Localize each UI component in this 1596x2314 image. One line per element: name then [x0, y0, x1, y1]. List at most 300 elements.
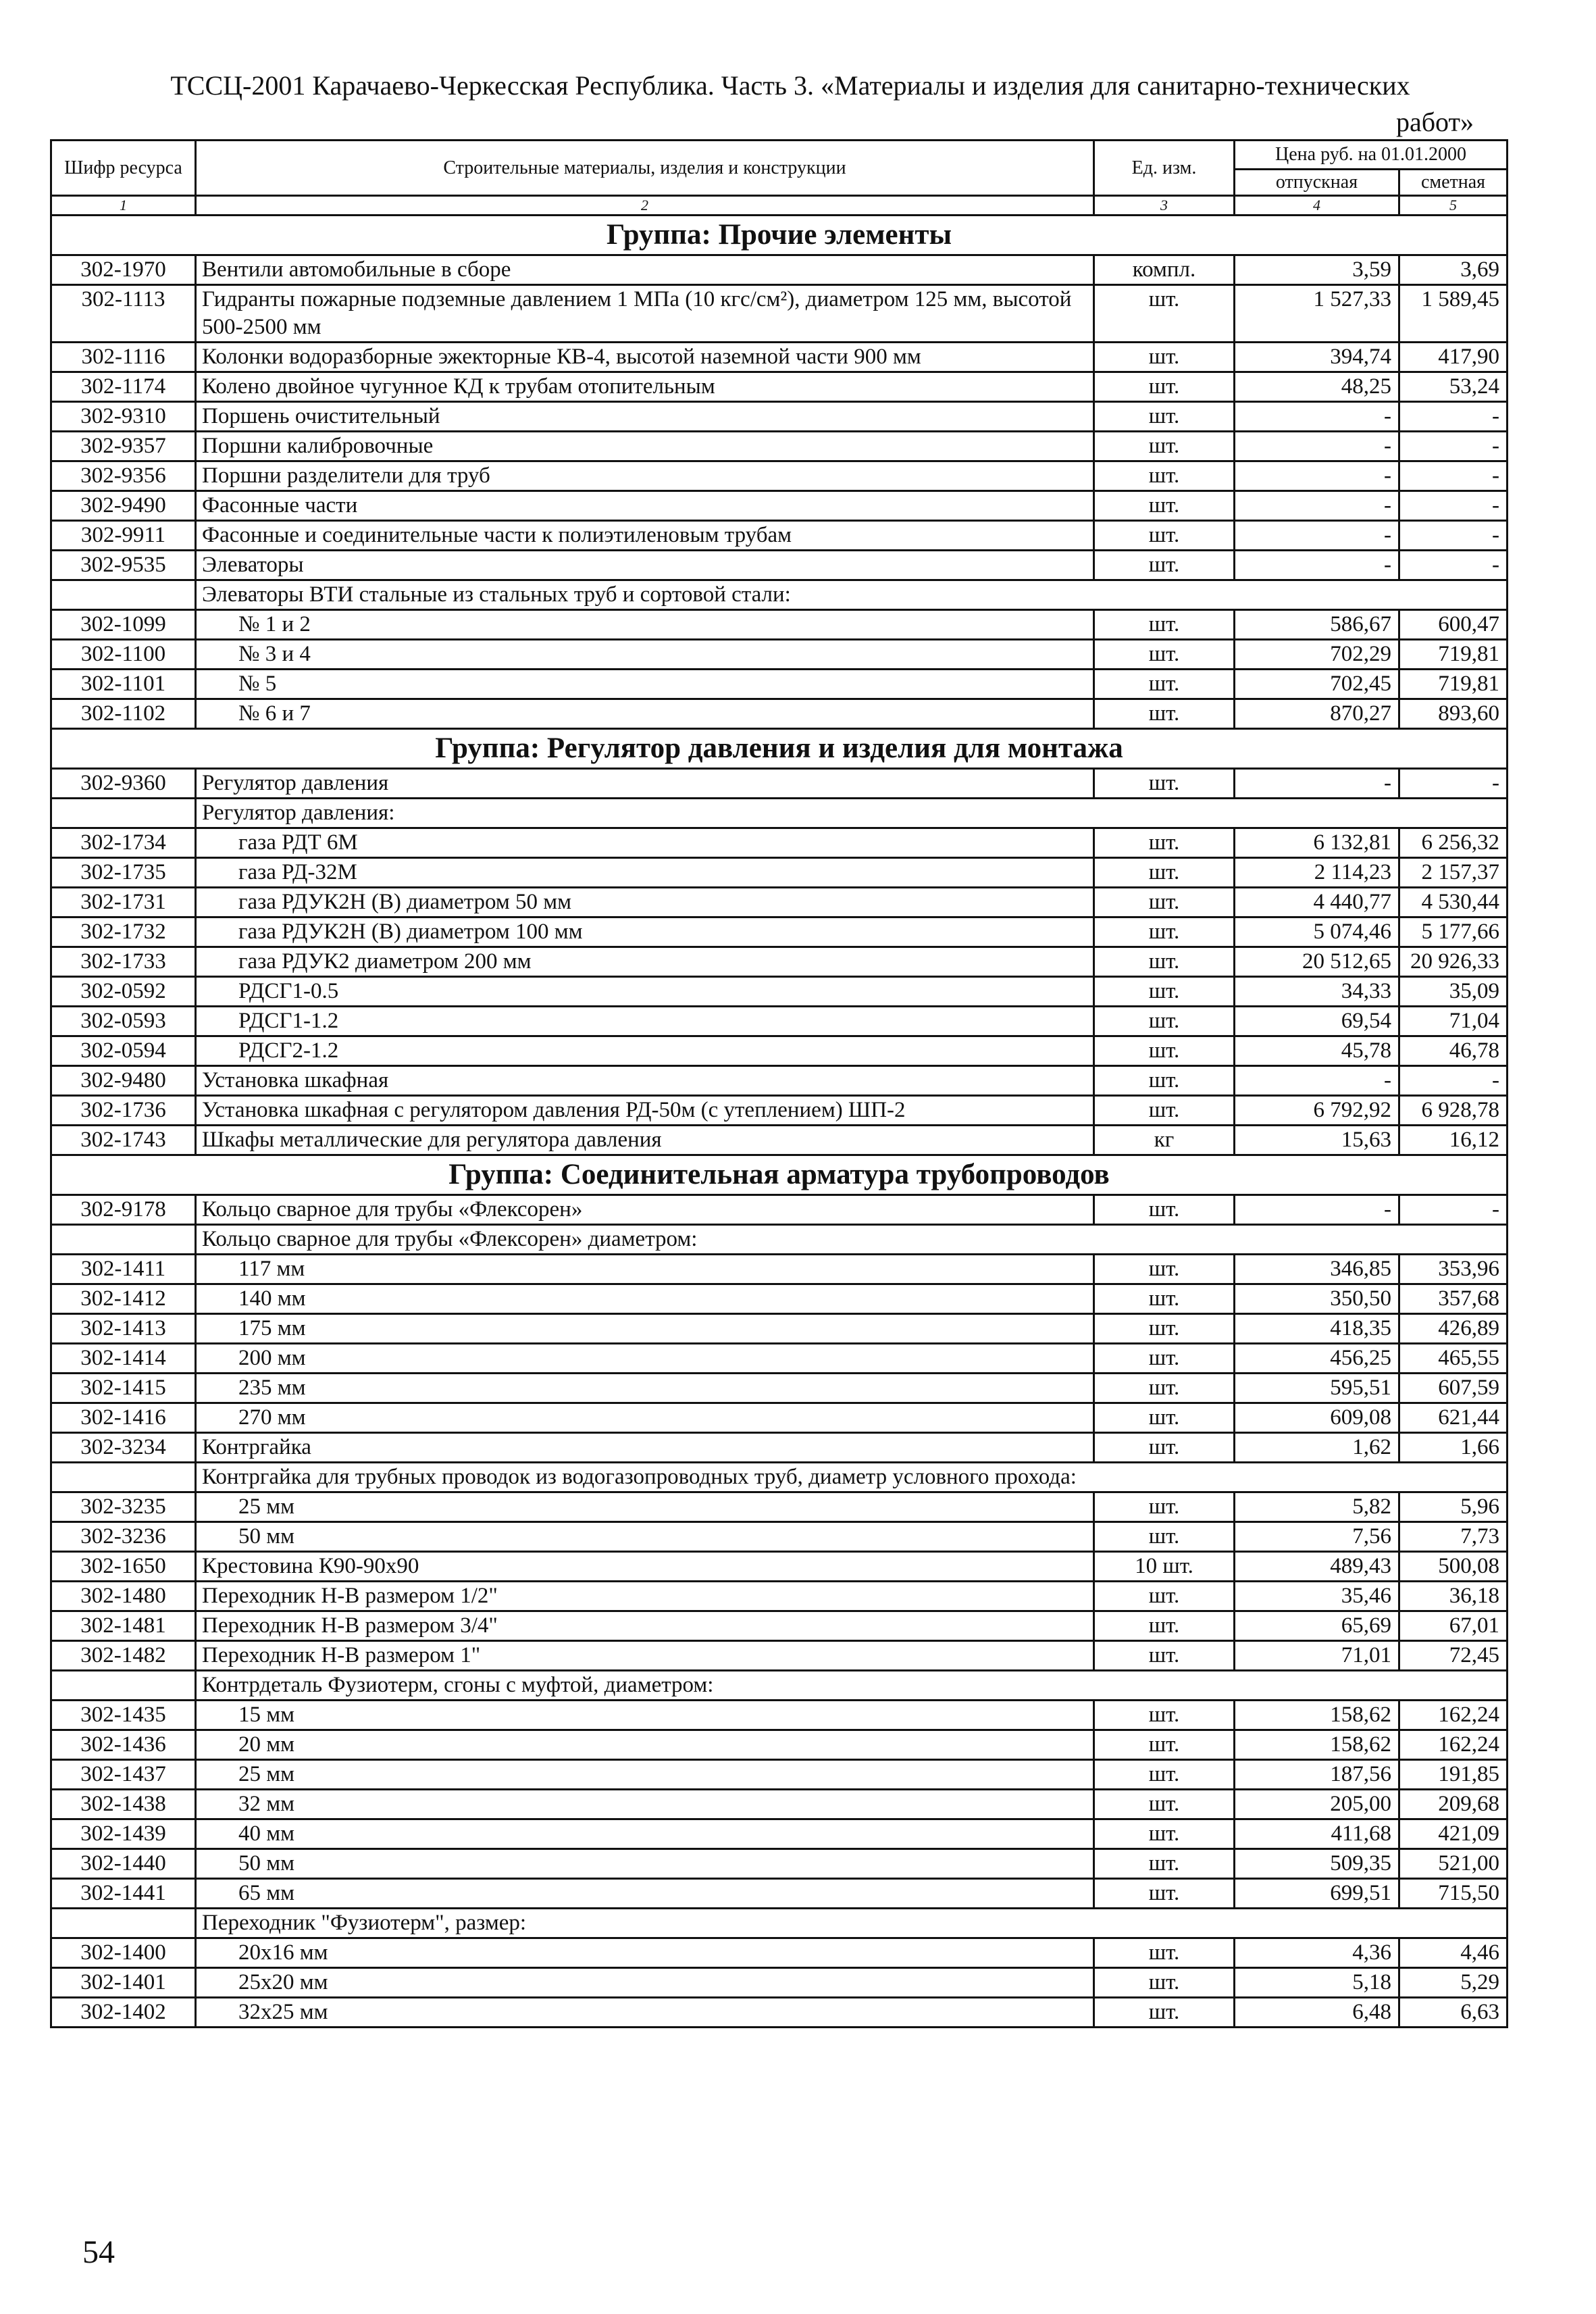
release-price: 4,36 — [1235, 1938, 1399, 1968]
table-row — [51, 1433, 1508, 1463]
material-name: 32 мм — [196, 1790, 1094, 1819]
table-row — [51, 1582, 1508, 1611]
resource-code: 302-1970 — [51, 255, 196, 285]
table-row — [51, 372, 1508, 402]
table-row — [51, 947, 1508, 977]
release-price: 5,18 — [1235, 1968, 1399, 1998]
column-number: 5 — [1399, 196, 1508, 216]
table-row — [51, 1374, 1508, 1403]
empty-code-cell — [51, 1463, 196, 1492]
estimate-price: 4 530,44 — [1399, 888, 1508, 917]
material-name: Кольцо сварное для трубы «Флексорен» — [196, 1195, 1094, 1225]
material-name: 140 мм — [196, 1284, 1094, 1314]
title-line-2: работ» — [1395, 107, 1474, 137]
group-heading-row — [51, 729, 1508, 769]
release-price: 5,82 — [1235, 1492, 1399, 1522]
resource-code: 302-1113 — [51, 285, 196, 343]
material-name: № 6 и 7 — [196, 699, 1094, 729]
estimate-price: - — [1399, 461, 1508, 491]
estimate-price: - — [1399, 402, 1508, 432]
release-price: 699,51 — [1235, 1879, 1399, 1909]
subheading-row — [51, 1909, 1508, 1938]
estimate-price: - — [1399, 491, 1508, 521]
table-row — [51, 402, 1508, 432]
material-name: Фасонные и соединительные части к полиэтиленовым трубам — [196, 521, 1094, 551]
resource-code: 302-3236 — [51, 1522, 196, 1552]
estimate-price: 3,69 — [1399, 255, 1508, 285]
estimate-price: 209,68 — [1399, 1790, 1508, 1819]
resource-code: 302-1743 — [51, 1126, 196, 1155]
release-price: 456,25 — [1235, 1344, 1399, 1374]
unit-of-measure: шт. — [1094, 1522, 1235, 1552]
material-name: 50 мм — [196, 1522, 1094, 1552]
table-row — [51, 1552, 1508, 1582]
resource-code: 302-1413 — [51, 1314, 196, 1344]
unit-of-measure: шт. — [1094, 610, 1235, 640]
resource-code: 302-9360 — [51, 769, 196, 799]
group-heading: Группа: Прочие элементы — [51, 216, 1508, 255]
table-row — [51, 255, 1508, 285]
unit-of-measure: шт. — [1094, 1968, 1235, 1998]
unit-of-measure: шт. — [1094, 888, 1235, 917]
header-estimate-price: сметная — [1399, 170, 1508, 196]
table-row — [51, 610, 1508, 640]
table-row — [51, 1195, 1508, 1225]
release-price: 45,78 — [1235, 1036, 1399, 1066]
column-number: 3 — [1094, 196, 1235, 216]
subheading-row — [51, 580, 1508, 610]
release-price: 205,00 — [1235, 1790, 1399, 1819]
table-row — [51, 1314, 1508, 1344]
estimate-price: - — [1399, 551, 1508, 580]
unit-of-measure: шт. — [1094, 977, 1235, 1007]
table-row — [51, 640, 1508, 670]
release-price: 3,59 — [1235, 255, 1399, 285]
header-code: Шифр ресурса — [51, 141, 196, 196]
table-row — [51, 977, 1508, 1007]
material-name: Фасонные части — [196, 491, 1094, 521]
unit-of-measure: компл. — [1094, 255, 1235, 285]
subheading-row — [51, 1463, 1508, 1492]
estimate-price: 5,29 — [1399, 1968, 1508, 1998]
material-name: газа РДУК2 диаметром 200 мм — [196, 947, 1094, 977]
material-name: Переходник Н-В размером 1" — [196, 1641, 1094, 1671]
resource-code: 302-1441 — [51, 1879, 196, 1909]
unit-of-measure: шт. — [1094, 1819, 1235, 1849]
release-price: 4 440,77 — [1235, 888, 1399, 917]
empty-code-cell — [51, 1671, 196, 1701]
material-name: 40 мм — [196, 1819, 1094, 1849]
unit-of-measure: шт. — [1094, 1314, 1235, 1344]
resource-code: 302-3234 — [51, 1433, 196, 1463]
estimate-price: 67,01 — [1399, 1611, 1508, 1641]
table-row — [51, 1998, 1508, 2028]
unit-of-measure: шт. — [1094, 1998, 1235, 2028]
subheading-text: Контргайка для трубных проводок из водогазопроводных труб, диаметр условного прохода: — [196, 1463, 1508, 1492]
estimate-price: 500,08 — [1399, 1552, 1508, 1582]
estimate-price: 46,78 — [1399, 1036, 1508, 1066]
table-row — [51, 1730, 1508, 1760]
material-name: 32х25 мм — [196, 1998, 1094, 2028]
header-price: Цена руб. на 01.01.2000 — [1235, 141, 1508, 170]
unit-of-measure: шт. — [1094, 1284, 1235, 1314]
unit-of-measure: шт. — [1094, 521, 1235, 551]
release-price: 34,33 — [1235, 977, 1399, 1007]
table-row — [51, 1255, 1508, 1284]
material-name: 117 мм — [196, 1255, 1094, 1284]
material-name: 50 мм — [196, 1849, 1094, 1879]
unit-of-measure: шт. — [1094, 640, 1235, 670]
page-number: 54 — [82, 2234, 115, 2270]
resource-code: 302-1439 — [51, 1819, 196, 1849]
resource-code: 302-1435 — [51, 1701, 196, 1730]
unit-of-measure: шт. — [1094, 1096, 1235, 1126]
resource-code: 302-1102 — [51, 699, 196, 729]
material-name: 270 мм — [196, 1403, 1094, 1433]
estimate-price: 357,68 — [1399, 1284, 1508, 1314]
estimate-price: 16,12 — [1399, 1126, 1508, 1155]
subheading-row — [51, 799, 1508, 828]
table-row — [51, 1403, 1508, 1433]
empty-code-cell — [51, 580, 196, 610]
resource-code: 302-1732 — [51, 917, 196, 947]
table-row — [51, 343, 1508, 372]
unit-of-measure: шт. — [1094, 1195, 1235, 1225]
release-price: - — [1235, 769, 1399, 799]
price-table — [50, 139, 1508, 2028]
title-line-1: ТССЦ-2001 Карачаево-Черкесская Республика. Часть 3. «Материалы и изделия для санитарно-технических — [170, 70, 1410, 101]
material-name: Колонки водоразборные эжекторные КВ-4, высотой наземной части 900 мм — [196, 343, 1094, 372]
table-row — [51, 1492, 1508, 1522]
unit-of-measure: шт. — [1094, 699, 1235, 729]
release-price: - — [1235, 521, 1399, 551]
material-name: газа РД-32М — [196, 858, 1094, 888]
unit-of-measure: шт. — [1094, 917, 1235, 947]
unit-of-measure: шт. — [1094, 402, 1235, 432]
material-name: 25х20 мм — [196, 1968, 1094, 1998]
release-price: 1,62 — [1235, 1433, 1399, 1463]
table-row — [51, 1007, 1508, 1036]
resource-code: 302-1437 — [51, 1760, 196, 1790]
unit-of-measure: шт. — [1094, 828, 1235, 858]
table-row — [51, 1849, 1508, 1879]
release-price: 6 132,81 — [1235, 828, 1399, 858]
release-price: 586,67 — [1235, 610, 1399, 640]
estimate-price: 71,04 — [1399, 1007, 1508, 1036]
group-heading: Группа: Соединительная арматура трубопроводов — [51, 1155, 1508, 1195]
material-name: Поршни калибровочные — [196, 432, 1094, 461]
estimate-price: 4,46 — [1399, 1938, 1508, 1968]
release-price: 7,56 — [1235, 1522, 1399, 1552]
estimate-price: 72,45 — [1399, 1641, 1508, 1671]
table-row — [51, 1126, 1508, 1155]
resource-code: 302-1116 — [51, 343, 196, 372]
resource-code: 302-1736 — [51, 1096, 196, 1126]
material-name: Поршни разделители для труб — [196, 461, 1094, 491]
estimate-price: - — [1399, 769, 1508, 799]
unit-of-measure: шт. — [1094, 1730, 1235, 1760]
unit-of-measure: шт. — [1094, 947, 1235, 977]
release-price: 411,68 — [1235, 1819, 1399, 1849]
unit-of-measure: шт. — [1094, 1879, 1235, 1909]
release-price: - — [1235, 551, 1399, 580]
unit-of-measure: шт. — [1094, 285, 1235, 343]
table-row — [51, 917, 1508, 947]
resource-code: 302-1414 — [51, 1344, 196, 1374]
material-name: Переходник Н-В размером 3/4" — [196, 1611, 1094, 1641]
resource-code: 302-9356 — [51, 461, 196, 491]
resource-code: 302-1099 — [51, 610, 196, 640]
table-row — [51, 858, 1508, 888]
estimate-price: 6,63 — [1399, 1998, 1508, 2028]
material-name: РДСГ1-0.5 — [196, 977, 1094, 1007]
subheading-row — [51, 1225, 1508, 1255]
estimate-price: 715,50 — [1399, 1879, 1508, 1909]
unit-of-measure: шт. — [1094, 1433, 1235, 1463]
release-price: 1 527,33 — [1235, 285, 1399, 343]
unit-of-measure: шт. — [1094, 1611, 1235, 1641]
release-price: 509,35 — [1235, 1849, 1399, 1879]
estimate-price: 7,73 — [1399, 1522, 1508, 1552]
release-price: 35,46 — [1235, 1582, 1399, 1611]
resource-code: 302-9480 — [51, 1066, 196, 1096]
group-heading: Группа: Регулятор давления и изделия для монтажа — [51, 729, 1508, 769]
material-name: 200 мм — [196, 1344, 1094, 1374]
estimate-price: 719,81 — [1399, 670, 1508, 699]
release-price: 5 074,46 — [1235, 917, 1399, 947]
table-row — [51, 461, 1508, 491]
resource-code: 302-1400 — [51, 1938, 196, 1968]
group-heading-row — [51, 1155, 1508, 1195]
material-name: Колено двойное чугунное КД к трубам отопительным — [196, 372, 1094, 402]
release-price: 69,54 — [1235, 1007, 1399, 1036]
table-row — [51, 1522, 1508, 1552]
estimate-price: 162,24 — [1399, 1730, 1508, 1760]
resource-code: 302-1174 — [51, 372, 196, 402]
unit-of-measure: шт. — [1094, 1344, 1235, 1374]
unit-of-measure: шт. — [1094, 1036, 1235, 1066]
release-price: - — [1235, 402, 1399, 432]
release-price: - — [1235, 1195, 1399, 1225]
price-table-container — [50, 139, 1506, 2028]
table-row — [51, 1879, 1508, 1909]
release-price: - — [1235, 1066, 1399, 1096]
estimate-price: 719,81 — [1399, 640, 1508, 670]
table-row — [51, 1641, 1508, 1671]
release-price: 609,08 — [1235, 1403, 1399, 1433]
unit-of-measure: шт. — [1094, 1007, 1235, 1036]
empty-code-cell — [51, 799, 196, 828]
unit-of-measure: шт. — [1094, 1849, 1235, 1879]
material-name: 235 мм — [196, 1374, 1094, 1403]
resource-code: 302-1733 — [51, 947, 196, 977]
table-row — [51, 1036, 1508, 1066]
estimate-price: 417,90 — [1399, 343, 1508, 372]
table-row — [51, 769, 1508, 799]
estimate-price: 426,89 — [1399, 1314, 1508, 1344]
unit-of-measure: 10 шт. — [1094, 1552, 1235, 1582]
estimate-price: 421,09 — [1399, 1819, 1508, 1849]
estimate-price: - — [1399, 432, 1508, 461]
resource-code: 302-1101 — [51, 670, 196, 699]
material-name: 15 мм — [196, 1701, 1094, 1730]
unit-of-measure: шт. — [1094, 769, 1235, 799]
resource-code: 302-1440 — [51, 1849, 196, 1879]
unit-of-measure: шт. — [1094, 432, 1235, 461]
subheading-text: Регулятор давления: — [196, 799, 1508, 828]
unit-of-measure: шт. — [1094, 1641, 1235, 1671]
resource-code: 302-9490 — [51, 491, 196, 521]
column-number: 4 — [1235, 196, 1399, 216]
subheading-text: Элеваторы ВТИ стальные из стальных труб и сортовой стали: — [196, 580, 1508, 610]
table-row — [51, 1760, 1508, 1790]
resource-code: 302-1734 — [51, 828, 196, 858]
resource-code: 302-1731 — [51, 888, 196, 917]
release-price: 158,62 — [1235, 1730, 1399, 1760]
table-row — [51, 828, 1508, 858]
table-row — [51, 551, 1508, 580]
material-name: газа РДУК2Н (В) диаметром 50 мм — [196, 888, 1094, 917]
material-name: Шкафы металлические для регулятора давления — [196, 1126, 1094, 1155]
table-row — [51, 1790, 1508, 1819]
resource-code: 302-9911 — [51, 521, 196, 551]
subheading-text: Кольцо сварное для трубы «Флексорен» диаметром: — [196, 1225, 1508, 1255]
release-price: 158,62 — [1235, 1701, 1399, 1730]
table-row — [51, 699, 1508, 729]
material-name: 20х16 мм — [196, 1938, 1094, 1968]
estimate-price: 2 157,37 — [1399, 858, 1508, 888]
material-name: РДСГ2-1.2 — [196, 1036, 1094, 1066]
table-row — [51, 888, 1508, 917]
table-row — [51, 670, 1508, 699]
unit-of-measure: шт. — [1094, 1374, 1235, 1403]
material-name: 20 мм — [196, 1730, 1094, 1760]
table-row — [51, 491, 1508, 521]
estimate-price: 6 256,32 — [1399, 828, 1508, 858]
unit-of-measure: шт. — [1094, 858, 1235, 888]
release-price: 15,63 — [1235, 1126, 1399, 1155]
release-price: - — [1235, 461, 1399, 491]
material-name: Вентили автомобильные в сборе — [196, 255, 1094, 285]
empty-code-cell — [51, 1909, 196, 1938]
estimate-price: 465,55 — [1399, 1344, 1508, 1374]
release-price: 350,50 — [1235, 1284, 1399, 1314]
release-price: 702,29 — [1235, 640, 1399, 670]
release-price: 6 792,92 — [1235, 1096, 1399, 1126]
header-unit: Ед. изм. — [1094, 141, 1235, 196]
resource-code: 302-1411 — [51, 1255, 196, 1284]
resource-code: 302-1401 — [51, 1968, 196, 1998]
table-row — [51, 1701, 1508, 1730]
material-name: 175 мм — [196, 1314, 1094, 1344]
material-name: № 1 и 2 — [196, 610, 1094, 640]
estimate-price: 5 177,66 — [1399, 917, 1508, 947]
unit-of-measure: шт. — [1094, 461, 1235, 491]
unit-of-measure: шт. — [1094, 491, 1235, 521]
unit-of-measure: шт. — [1094, 1760, 1235, 1790]
material-name: газа РДТ 6М — [196, 828, 1094, 858]
release-price: - — [1235, 491, 1399, 521]
material-name: № 3 и 4 — [196, 640, 1094, 670]
header-release-price: отпускная — [1235, 170, 1399, 196]
estimate-price: - — [1399, 1066, 1508, 1096]
header-name: Строительные материалы, изделия и конструкции — [196, 141, 1094, 196]
table-body — [51, 216, 1508, 2028]
release-price: 702,45 — [1235, 670, 1399, 699]
estimate-price: 621,44 — [1399, 1403, 1508, 1433]
release-price: 394,74 — [1235, 343, 1399, 372]
release-price: 595,51 — [1235, 1374, 1399, 1403]
subheading-text: Переходник "Фузиотерм", размер: — [196, 1909, 1508, 1938]
resource-code: 302-1482 — [51, 1641, 196, 1671]
release-price: 418,35 — [1235, 1314, 1399, 1344]
estimate-price: 6 928,78 — [1399, 1096, 1508, 1126]
estimate-price: 893,60 — [1399, 699, 1508, 729]
release-price: 71,01 — [1235, 1641, 1399, 1671]
release-price: - — [1235, 432, 1399, 461]
resource-code: 302-0592 — [51, 977, 196, 1007]
unit-of-measure: шт. — [1094, 1701, 1235, 1730]
unit-of-measure: кг — [1094, 1126, 1235, 1155]
unit-of-measure: шт. — [1094, 1066, 1235, 1096]
table-row — [51, 1968, 1508, 1998]
resource-code: 302-9535 — [51, 551, 196, 580]
resource-code: 302-1436 — [51, 1730, 196, 1760]
estimate-price: 521,00 — [1399, 1849, 1508, 1879]
table-row — [51, 1938, 1508, 1968]
release-price: 6,48 — [1235, 1998, 1399, 2028]
resource-code: 302-1438 — [51, 1790, 196, 1819]
release-price: 48,25 — [1235, 372, 1399, 402]
release-price: 20 512,65 — [1235, 947, 1399, 977]
resource-code: 302-0593 — [51, 1007, 196, 1036]
material-name: 25 мм — [196, 1760, 1094, 1790]
material-name: РДСГ1-1.2 — [196, 1007, 1094, 1036]
release-price: 346,85 — [1235, 1255, 1399, 1284]
resource-code: 302-0594 — [51, 1036, 196, 1066]
table-row — [51, 285, 1508, 343]
release-price: 870,27 — [1235, 699, 1399, 729]
material-name: Установка шкафная — [196, 1066, 1094, 1096]
material-name: Переходник Н-В размером 1/2" — [196, 1582, 1094, 1611]
unit-of-measure: шт. — [1094, 1790, 1235, 1819]
material-name: Регулятор давления — [196, 769, 1094, 799]
resource-code: 302-9310 — [51, 402, 196, 432]
resource-code: 302-9178 — [51, 1195, 196, 1225]
unit-of-measure: шт. — [1094, 1582, 1235, 1611]
material-name: Элеваторы — [196, 551, 1094, 580]
estimate-price: - — [1399, 1195, 1508, 1225]
table-row — [51, 1344, 1508, 1374]
estimate-price: 1 589,45 — [1399, 285, 1508, 343]
material-name: Поршень очистительный — [196, 402, 1094, 432]
estimate-price: 353,96 — [1399, 1255, 1508, 1284]
estimate-price: 600,47 — [1399, 610, 1508, 640]
estimate-price: 53,24 — [1399, 372, 1508, 402]
resource-code: 302-1402 — [51, 1998, 196, 2028]
estimate-price: 35,09 — [1399, 977, 1508, 1007]
estimate-price: 5,96 — [1399, 1492, 1508, 1522]
material-name: газа РДУК2Н (В) диаметром 100 мм — [196, 917, 1094, 947]
estimate-price: 20 926,33 — [1399, 947, 1508, 977]
material-name: Контргайка — [196, 1433, 1094, 1463]
table-row — [51, 1096, 1508, 1126]
table-row — [51, 1066, 1508, 1096]
resource-code: 302-1480 — [51, 1582, 196, 1611]
resource-code: 302-1415 — [51, 1374, 196, 1403]
unit-of-measure: шт. — [1094, 1938, 1235, 1968]
empty-code-cell — [51, 1225, 196, 1255]
